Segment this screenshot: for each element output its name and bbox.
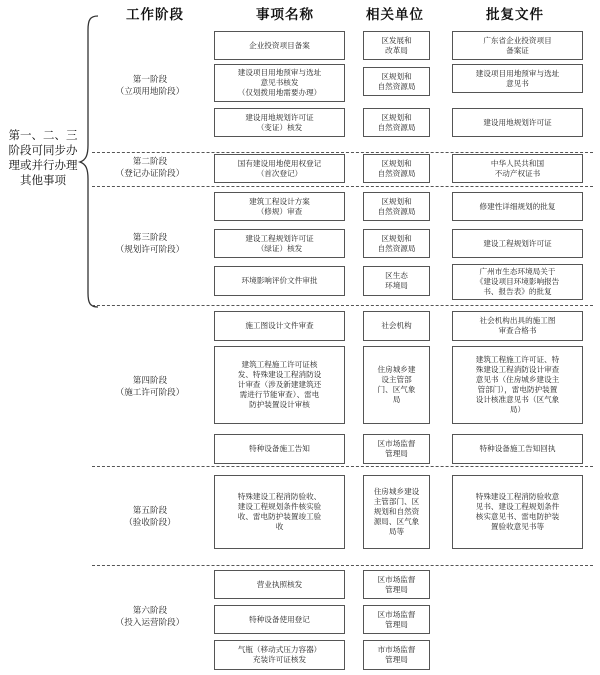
stage-label: 第五阶段 （验收阶段） <box>124 506 176 528</box>
stage-divider <box>92 565 593 566</box>
stage-label: 第三阶段 （规划许可阶段） <box>115 233 185 255</box>
item-box: 建筑工程设计方案 （修规）审查 <box>214 192 345 221</box>
unit-box: 区市场监督 管理局 <box>363 570 430 599</box>
stage-label: 第六阶段 （投入运营阶段） <box>115 606 185 628</box>
item-box: 环境影响评价文件审批 <box>214 266 345 296</box>
item-box: 建设用地规划许可证 （变证）核发 <box>214 108 345 137</box>
doc-box: 特种设备施工告知回执 <box>452 434 583 464</box>
doc-box: 建设项目用地预审与选址 意见书 <box>452 64 583 93</box>
doc-box: 广东省企业投资项目 备案证 <box>452 31 583 60</box>
doc-box: 建筑工程施工许可证、特 殊建设工程消防设计审查 意见书（住房城乡建设主 管部门），雷电防护装置 设计核准意见书（区气象 局） <box>452 346 583 424</box>
item-box: 建设工程规划许可证 （绿证）核发 <box>214 229 345 258</box>
doc-box: 建设工程规划许可证 <box>452 229 583 258</box>
doc-box: 社会机构出具的施工图 审查合格书 <box>452 311 583 341</box>
brace-label: 第一、二、三阶段可同步办理或并行办理其他事项 <box>8 128 78 187</box>
stage-divider <box>92 186 593 187</box>
doc-box: 广州市生态环境局关于 《建设项目环境影响报告 书、报告表》的批复 <box>452 264 583 300</box>
unit-box: 住房城乡建设 主管部门、区 规划和自然资 源局、区气象 局等 <box>363 475 430 549</box>
doc-box: 建设用地规划许可证 <box>452 108 583 137</box>
stage-divider <box>92 466 593 467</box>
unit-box: 区发展和 改革局 <box>363 31 430 60</box>
header-unit: 相关单位 <box>366 7 424 23</box>
item-box: 建筑工程施工许可证核 发、特殊建设工程消防设 计审查（涉及新建建筑还 需进行节能审查）、雷电 防护装置设计审核 <box>214 346 345 424</box>
item-box: 建设项目用地预审与选址 意见书核发 （仅划拨用地需要办理） <box>214 64 345 102</box>
doc-box: 中华人民共和国 不动产权证书 <box>452 154 583 183</box>
item-box: 营业执照核发 <box>214 570 345 599</box>
unit-box: 社会机构 <box>363 311 430 341</box>
unit-box: 区规划和 自然资源局 <box>363 67 430 96</box>
item-box: 气瓶（移动式压力容器） 充装许可证核发 <box>214 640 345 670</box>
unit-box: 住房城乡建 设主管部 门、区气象 局 <box>363 346 430 424</box>
unit-box: 区规划和 自然资源局 <box>363 108 430 137</box>
doc-box: 特殊建设工程消防验收意 见书、建设工程规划条件 核实意见书、雷电防护装 置验收意见书等 <box>452 475 583 549</box>
unit-box: 区市场监督 管理局 <box>363 434 430 464</box>
stage-label: 第二阶段 （登记办证阶段） <box>115 157 185 179</box>
stage-divider <box>92 152 593 153</box>
doc-box: 修建性详细规划的批复 <box>452 192 583 221</box>
unit-box: 区生态 环境局 <box>363 266 430 296</box>
stage-divider <box>92 305 593 306</box>
stage-label: 第四阶段 （施工许可阶段） <box>115 376 185 398</box>
header-item: 事项名称 <box>256 7 314 23</box>
item-box: 特殊建设工程消防验收、 建设工程规划条件核实验 收、雷电防护装置竣工验 收 <box>214 475 345 549</box>
header-stage: 工作阶段 <box>126 7 184 23</box>
item-box: 施工图设计文件审查 <box>214 311 345 341</box>
unit-box: 区市场监督 管理局 <box>363 605 430 634</box>
item-box: 特种设备使用登记 <box>214 605 345 634</box>
unit-box: 区规划和 自然资源局 <box>363 154 430 183</box>
unit-box: 区规划和 自然资源局 <box>363 229 430 258</box>
header-doc: 批复文件 <box>486 7 544 23</box>
item-box: 国有建设用地使用权登记 （首次登记） <box>214 154 345 183</box>
item-box: 特种设备施工告知 <box>214 434 345 464</box>
unit-box: 市市场监督 管理局 <box>363 640 430 670</box>
unit-box: 区规划和 自然资源局 <box>363 192 430 221</box>
stage-label: 第一阶段 （立项用地阶段） <box>115 75 185 97</box>
item-box: 企业投资项目备案 <box>214 31 345 60</box>
